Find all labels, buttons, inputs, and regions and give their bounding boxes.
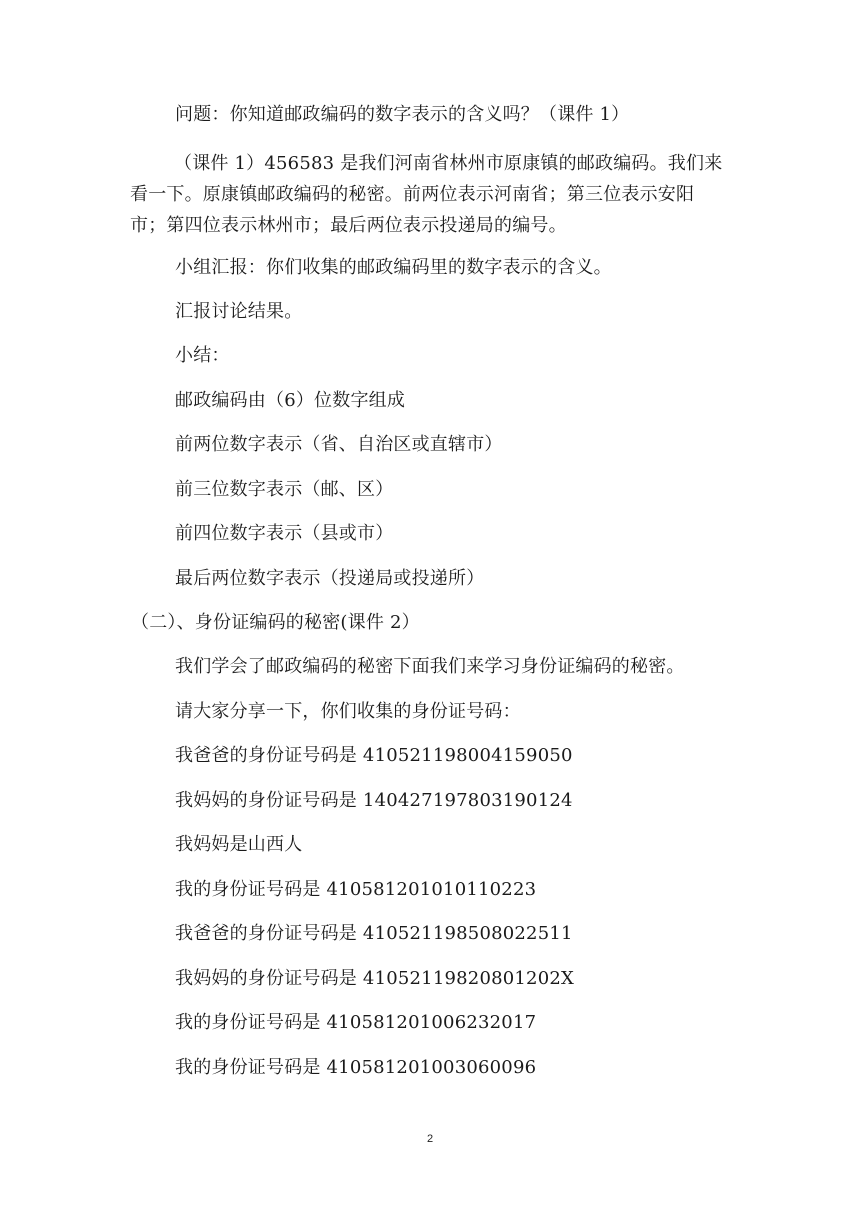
id-line-2: 我妈妈的身份证号码是 140427197803190124 <box>175 790 573 811</box>
transition-line: 我们学会了邮政编码的秘密下面我们来学习身份证编码的秘密。 <box>175 656 685 677</box>
note-line: 我妈妈是山西人 <box>175 834 303 855</box>
id-line-3: 我的身份证号码是 410581201010110223 <box>175 879 537 900</box>
share-line: 请大家分享一下，你们收集的身份证号码： <box>175 701 521 722</box>
page-number: 2 <box>426 1133 434 1145</box>
id-line-6: 我的身份证号码是 410581201006232017 <box>175 1012 537 1033</box>
section-heading: （二）、身份证编码的秘密(课件 2） <box>131 612 420 633</box>
summary-item-2: 前两位数字表示（省、自治区或直辖市） <box>175 434 503 455</box>
question-line: 问题：你知道邮政编码的数字表示的含义吗？（课件 1） <box>175 104 630 125</box>
summary-heading: 小结： <box>175 345 230 366</box>
group-report-line: 小组汇报：你们收集的邮政编码里的数字表示的含义。 <box>175 257 612 278</box>
summary-item-3: 前三位数字表示（邮、区） <box>175 479 394 500</box>
id-line-1: 我爸爸的身份证号码是 410521198004159050 <box>175 745 573 766</box>
summary-item-5: 最后两位数字表示（投递局或投递所） <box>175 568 485 589</box>
id-line-7: 我的身份证号码是 410581201003060096 <box>175 1057 537 1078</box>
courseware1-paragraph: （课件 1）456583 是我们河南省林州市原康镇的邮政编码。我们来看一下。原康镇邮政编码的秘密。前两位表示河南省；第三位表示安阳市；第四位表示林州市；最后两位表示投递局的编号。 <box>130 153 723 236</box>
summary-item-1: 邮政编码由（6）位数字组成 <box>175 390 406 411</box>
report-discuss-line: 汇报讨论结果。 <box>175 301 303 322</box>
id-line-4: 我爸爸的身份证号码是 410521198508022511 <box>175 923 573 944</box>
id-line-5: 我妈妈的身份证号码是 41052119820801202X <box>175 968 575 989</box>
summary-item-4: 前四位数字表示（县或市） <box>175 523 394 544</box>
